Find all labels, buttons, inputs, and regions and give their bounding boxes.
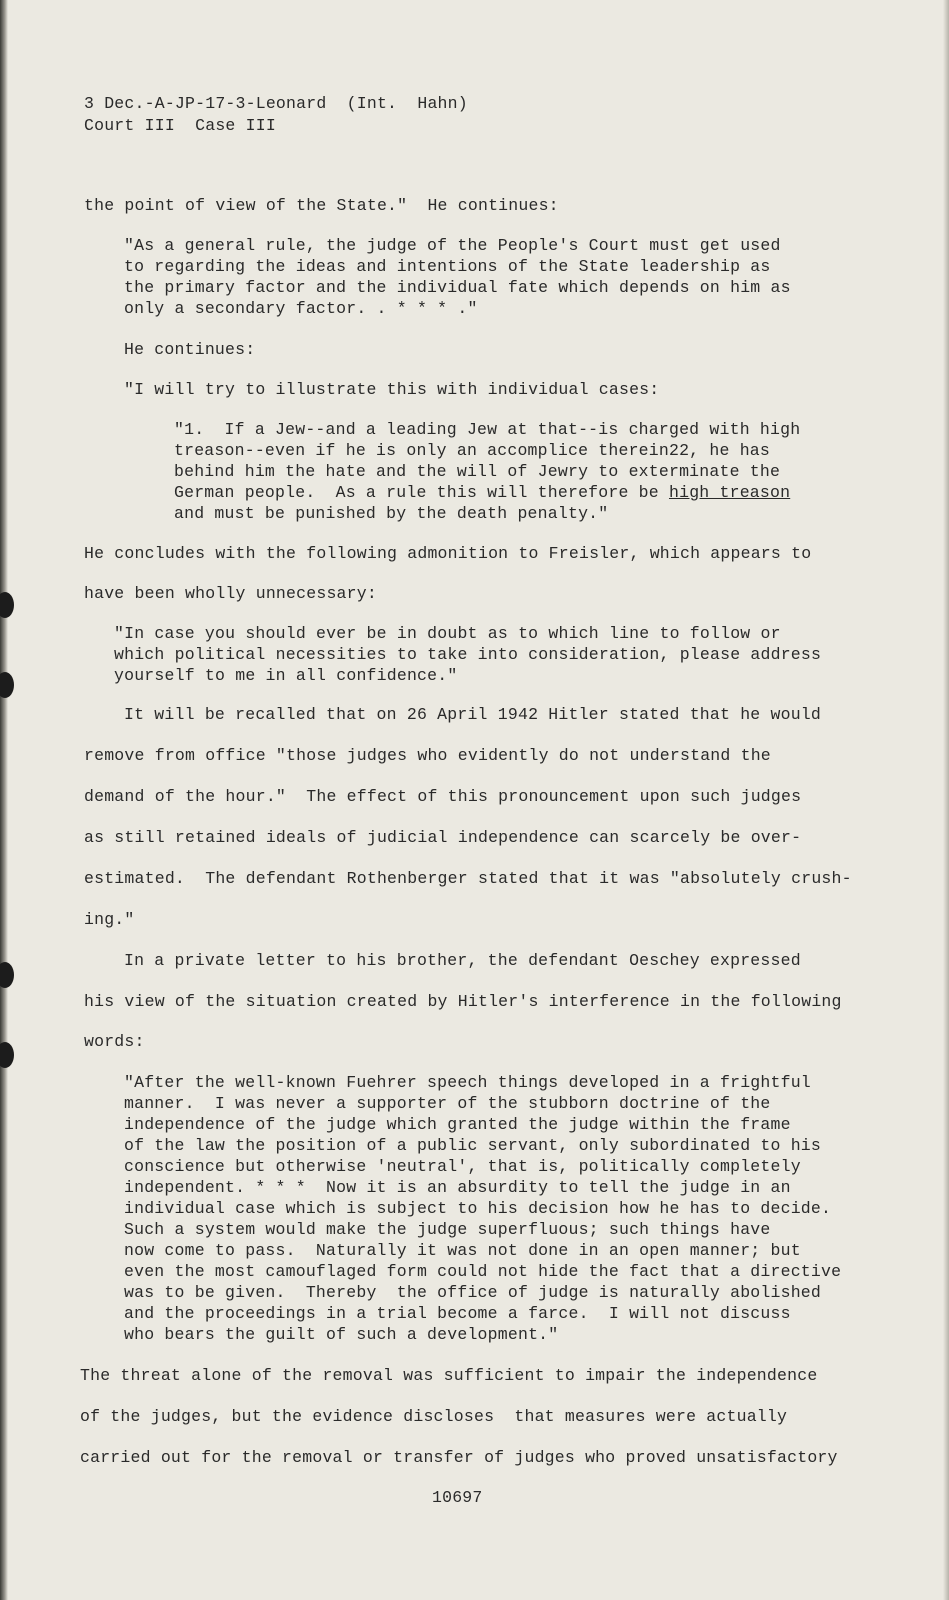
quote-line: behind him the hate and the will of Jewry to exterminate the [174,462,781,481]
quote-line: individual case which is subject to his decision how he has to decide. [124,1199,832,1218]
paragraph-line: He continues: [124,340,256,359]
binder-hole [0,672,14,698]
quote-line: the primary factor and the individual fate which depends on him as [124,278,791,297]
paragraph-line: ing." [84,910,135,929]
quote-line: treason--even if he is only an accomplice therein22, he has [174,441,770,460]
paragraph-line: of the judges, but the evidence discloses that measures were actually [80,1407,788,1426]
paragraph-line: demand of the hour." The effect of this pronouncement upon such judges [84,787,802,806]
paragraph-line: It will be recalled that on 26 April 1942 Hitler stated that he would [124,705,822,724]
paragraph-line: as still retained ideals of judicial independence can scarcely be over- [84,828,802,847]
paragraph-line: carried out for the removal or transfer of judges who proved unsatisfactory [80,1448,838,1467]
header-court-line: Court III Case III [84,116,276,135]
quote-line: now come to pass. Naturally it was not done in an open manner; but [124,1241,801,1260]
paragraph-line: The threat alone of the removal was sufficient to impair the independence [80,1366,818,1385]
paragraph-line: have been wholly unnecessary: [84,584,377,603]
quote-line: who bears the guilt of such a development." [124,1325,559,1344]
quote-line: "As a general rule, the judge of the People's Court must get used [124,236,781,255]
quote-line: "After the well-known Fuehrer speech things developed in a frightful [124,1073,811,1092]
quote-line [174,483,790,503]
binder-hole [0,1042,14,1068]
quote-line: Such a system would make the judge superfluous; such things have [124,1220,771,1239]
paragraph-line: "I will try to illustrate this with individual cases: [124,380,660,399]
paragraph-line: remove from office "those judges who evidently do not understand the [84,746,771,765]
quote-line: independent. * * * Now it is an absurdity to tell the judge in an [124,1178,791,1197]
quote-line: even the most camouflaged form could not hide the fact that a directive [124,1262,842,1281]
page-right-edge [943,0,949,1600]
quote-text: German people. As a rule this will therefore be [174,483,669,502]
quote-line: "In case you should ever be in doubt as to which line to follow or [114,624,781,643]
header-case-line: 3 Dec.-A-JP-17-3-Leonard (Int. Hahn) [84,94,468,113]
page-number: 10697 [432,1488,483,1507]
quote-line: only a secondary factor. . * * * ." [124,299,478,318]
binder-hole [0,592,14,618]
underlined-phrase: high treason [668,483,791,502]
paragraph-line: He concludes with the following admonition to Freisler, which appears to [84,544,812,563]
page-left-edge [0,0,8,1600]
quote-line: of the law the position of a public servant, only subordinated to his [124,1136,822,1155]
quote-line: conscience but otherwise 'neutral', that is, politically completely [124,1157,801,1176]
paragraph-line: estimated. The defendant Rothenberger stated that it was "absolutely crush- [84,869,852,888]
paragraph-line: words: [84,1032,145,1051]
quote-line: manner. I was never a supporter of the stubborn doctrine of the [124,1094,771,1113]
quote-line: yourself to me in all confidence." [114,666,458,685]
paragraph-line: the point of view of the State." He continues: [84,196,559,215]
quote-line: was to be given. Thereby the office of judge is naturally abolished [124,1283,822,1302]
quote-line: which political necessities to take into consideration, please address [114,645,822,664]
binder-hole [0,962,14,988]
paragraph-line: In a private letter to his brother, the defendant Oeschey expressed [124,951,801,970]
quote-line: and the proceedings in a trial become a farce. I will not discuss [124,1304,791,1323]
quote-line: to regarding the ideas and intentions of the State leadership as [124,257,771,276]
quote-line: and must be punished by the death penalty." [174,504,609,523]
quote-line: independence of the judge which granted the judge within the frame [124,1115,791,1134]
quote-line: "1. If a Jew--and a leading Jew at that--is charged with high [174,420,801,439]
paragraph-line: his view of the situation created by Hitler's interference in the following [84,992,842,1011]
